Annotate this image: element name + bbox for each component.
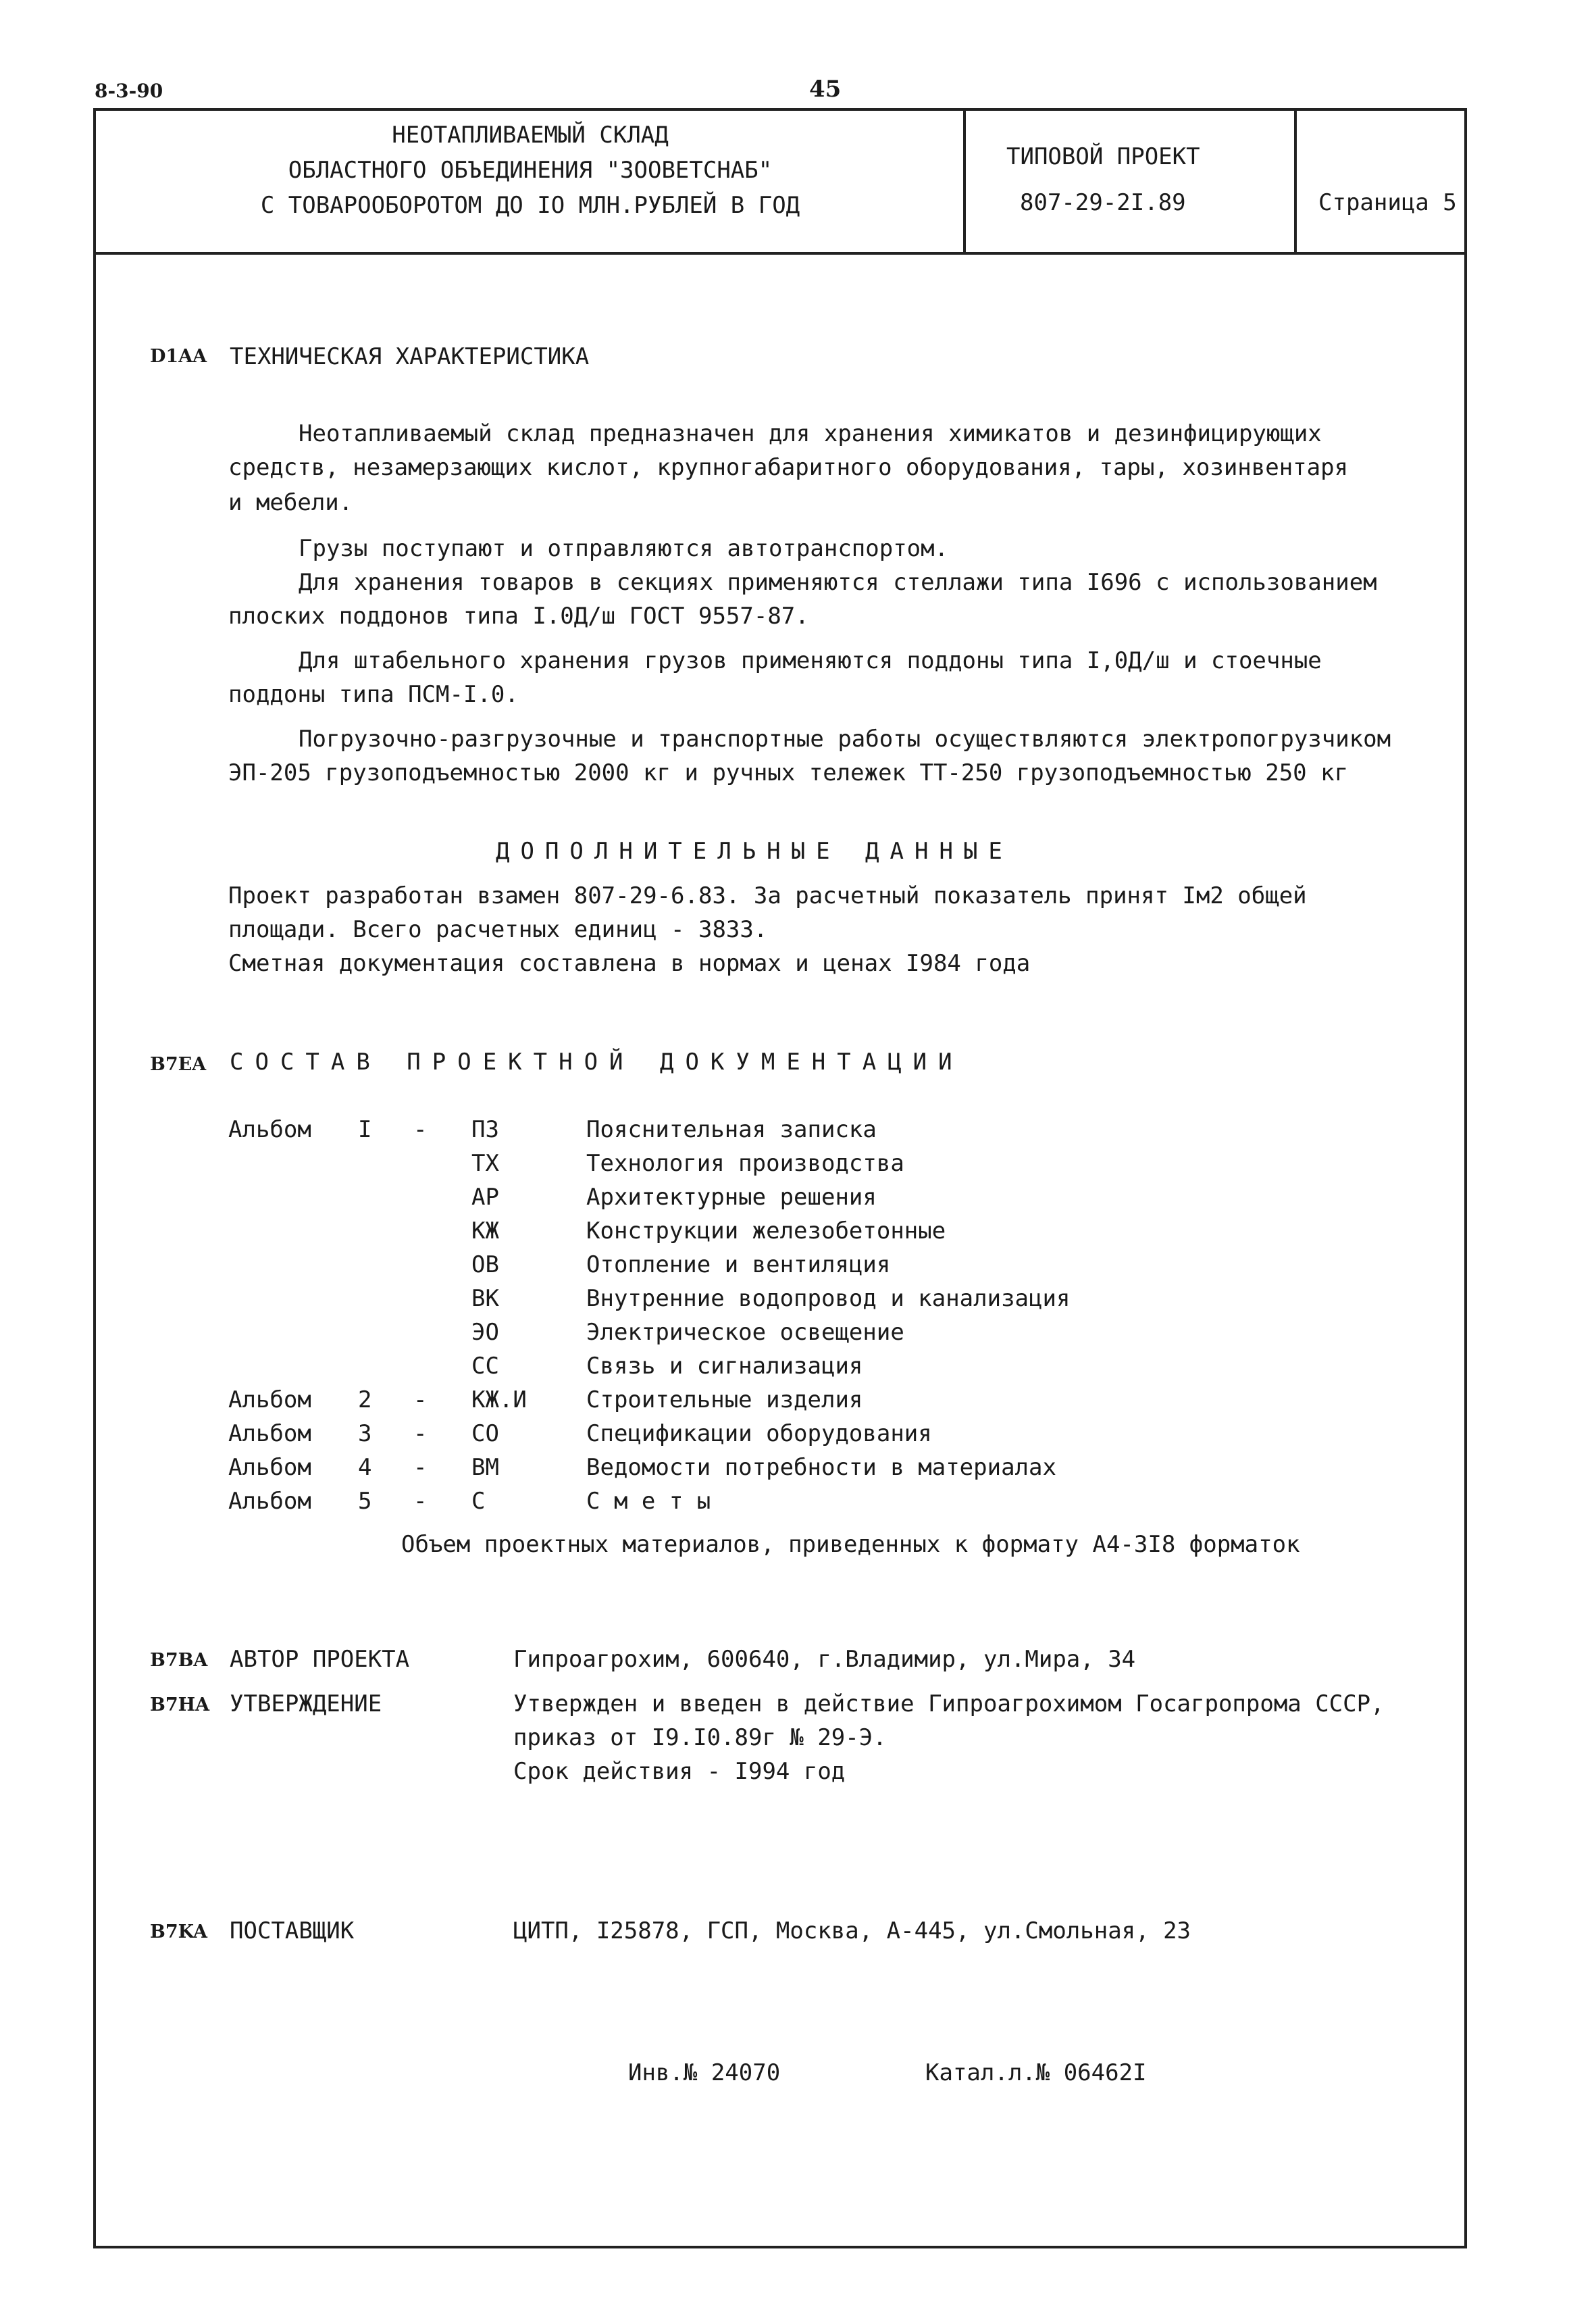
album-label: Альбом bbox=[228, 1454, 311, 1481]
author-text: Гипроагрохим, 600640, г.Владимир, ул.Мира, 34 bbox=[513, 1646, 1136, 1673]
tech-line-4: Грузы поступают и отправляются автотранспортом. bbox=[299, 535, 949, 562]
section-code-supplier: B7KA bbox=[150, 1921, 207, 1942]
catalog-number: Катал.л.№ 06462I bbox=[925, 2059, 1147, 2086]
supplier-label: ПОСТАВЩИК bbox=[230, 1917, 355, 1944]
approval-label: УТВЕРЖДЕНИЕ bbox=[230, 1690, 382, 1717]
tech-line-8: поддоны типа ПСМ-I.0. bbox=[228, 681, 519, 708]
doc-code: С bbox=[471, 1488, 486, 1515]
section-code-approval: B7HA bbox=[150, 1694, 210, 1715]
album-dash: - bbox=[413, 1420, 428, 1447]
section-code-composition: B7EA bbox=[150, 1054, 207, 1075]
volume-note: Объем проектных материалов, приведенных к формату А4-3I8 форматок bbox=[401, 1531, 1300, 1558]
doc-code: КЖ bbox=[471, 1217, 499, 1244]
section-code-tech: D1AA bbox=[150, 346, 207, 367]
supplier-text: ЦИТП, I25878, ГСП, Москва, А-445, ул.Смольная, 23 bbox=[513, 1917, 1191, 1944]
extra-heading: ДОПОЛНИТЕЛЬНЫЕ ДАННЫЕ bbox=[496, 838, 1013, 865]
extra-line-3: Сметная документация составлена в нормах и ценах I984 года bbox=[228, 950, 1031, 977]
tech-line-2: средств, незамерзающих кислот, крупногабаритного оборудования, тары, хозинвентаря bbox=[228, 454, 1349, 481]
doc-title: Ведомости потребности в материалах bbox=[586, 1454, 1056, 1481]
doc-title: Спецификации оборудования bbox=[586, 1420, 932, 1447]
album-number: 3 bbox=[358, 1420, 372, 1447]
doc-title: Связь и сигнализация bbox=[586, 1353, 863, 1380]
doc-title: Строительные изделия bbox=[586, 1386, 863, 1413]
project-label: ТИПОВОЙ ПРОЕКТ bbox=[1006, 143, 1200, 170]
author-label: АВТОР ПРОЕКТА bbox=[230, 1646, 410, 1673]
page-label: Страница 5 bbox=[1318, 189, 1457, 216]
album-dash: - bbox=[413, 1116, 428, 1143]
doc-title: С м е т ы bbox=[586, 1488, 711, 1515]
doc-title: Технология производства bbox=[586, 1150, 904, 1177]
doc-code: КЖ.И bbox=[471, 1386, 527, 1413]
approval-line-2: приказ от I9.I0.89г № 29-Э. bbox=[513, 1724, 887, 1751]
doc-title: Архитектурные решения bbox=[586, 1184, 877, 1211]
album-number: I bbox=[358, 1116, 372, 1143]
tech-line-7: Для штабельного хранения грузов применяются поддоны типа I,0Д/ш и стоечные bbox=[299, 647, 1322, 674]
album-label: Альбом bbox=[228, 1420, 311, 1447]
extra-line-1: Проект разработан взамен 807-29-6.83. За расчетный показатель принят Iм2 общей bbox=[228, 882, 1307, 909]
doc-code: ТХ bbox=[471, 1150, 499, 1177]
doc-code: ОВ bbox=[471, 1251, 499, 1278]
album-number: 4 bbox=[358, 1454, 372, 1481]
header-title-line-3: С ТОВАРООБОРОТОМ ДО IO МЛН.РУБЛЕЙ В ГОД bbox=[260, 192, 800, 219]
sheet-number: 45 bbox=[809, 76, 842, 103]
doc-title: Отопление и вентиляция bbox=[586, 1251, 891, 1278]
section-code-author: B7BA bbox=[150, 1650, 208, 1671]
album-dash: - bbox=[413, 1488, 428, 1515]
extra-line-2: площади. Всего расчетных единиц - 3833. bbox=[228, 916, 768, 943]
album-label: Альбом bbox=[228, 1386, 311, 1413]
album-dash: - bbox=[413, 1386, 428, 1413]
doc-title: Внутренние водопровод и канализация bbox=[586, 1285, 1071, 1312]
album-label: Альбом bbox=[228, 1488, 311, 1515]
header-title-line-1: НЕОТАПЛИВАЕМЫЙ СКЛАД bbox=[392, 122, 669, 149]
approval-line-1: Утвержден и введен в действие Гипроагрохимом Госагропрома СССР, bbox=[513, 1690, 1385, 1717]
inventory-number: Инв.№ 24070 bbox=[628, 2059, 781, 2086]
doc-title: Пояснительная записка bbox=[586, 1116, 877, 1143]
header-title-line-2: ОБЛАСТНОГО ОБЪЕДИНЕНИЯ "ЗООВЕТСНАБ" bbox=[288, 157, 773, 184]
composition-heading: СОСТАВ ПРОЕКТНОЙ ДОКУМЕНТАЦИИ bbox=[230, 1049, 964, 1076]
tech-line-3: и мебели. bbox=[228, 489, 353, 516]
tech-heading: ТЕХНИЧЕСКАЯ ХАРАКТЕРИСТИКА bbox=[230, 343, 590, 370]
doc-title: Электрическое освещение bbox=[586, 1319, 904, 1346]
doc-title: Конструкции железобетонные bbox=[586, 1217, 946, 1244]
album-number: 2 bbox=[358, 1386, 372, 1413]
date-mark: 8-3-90 bbox=[95, 80, 163, 102]
tech-line-1: Неотапливаемый склад предназначен для хранения химикатов и дезинфицирующих bbox=[299, 420, 1322, 447]
project-number: 807-29-2I.89 bbox=[1020, 189, 1186, 216]
album-dash: - bbox=[413, 1454, 428, 1481]
doc-code: ВМ bbox=[471, 1454, 499, 1481]
doc-code: СО bbox=[471, 1420, 499, 1447]
tech-line-9: Погрузочно-разгрузочные и транспортные работы осуществляются электропогрузчиком bbox=[299, 726, 1391, 753]
doc-code: СС bbox=[471, 1353, 499, 1380]
doc-code: ПЗ bbox=[471, 1116, 499, 1143]
doc-code: АР bbox=[471, 1184, 499, 1211]
doc-code: ЭО bbox=[471, 1319, 499, 1346]
tech-line-5: Для хранения товаров в секциях применяются стеллажи типа I696 с использованием bbox=[299, 569, 1377, 596]
album-number: 5 bbox=[358, 1488, 372, 1515]
title-divider-2 bbox=[1294, 108, 1297, 255]
tech-line-6: плоских поддонов типа I.0Д/ш ГОСТ 9557-87. bbox=[228, 603, 809, 630]
doc-code: ВК bbox=[471, 1285, 499, 1312]
approval-line-3: Срок действия - I994 год bbox=[513, 1758, 846, 1785]
tech-line-10: ЭП-205 грузоподъемностью 2000 кг и ручных тележек ТТ-250 грузоподъемностью 250 кг bbox=[228, 759, 1349, 786]
album-label: Альбом bbox=[228, 1116, 311, 1143]
